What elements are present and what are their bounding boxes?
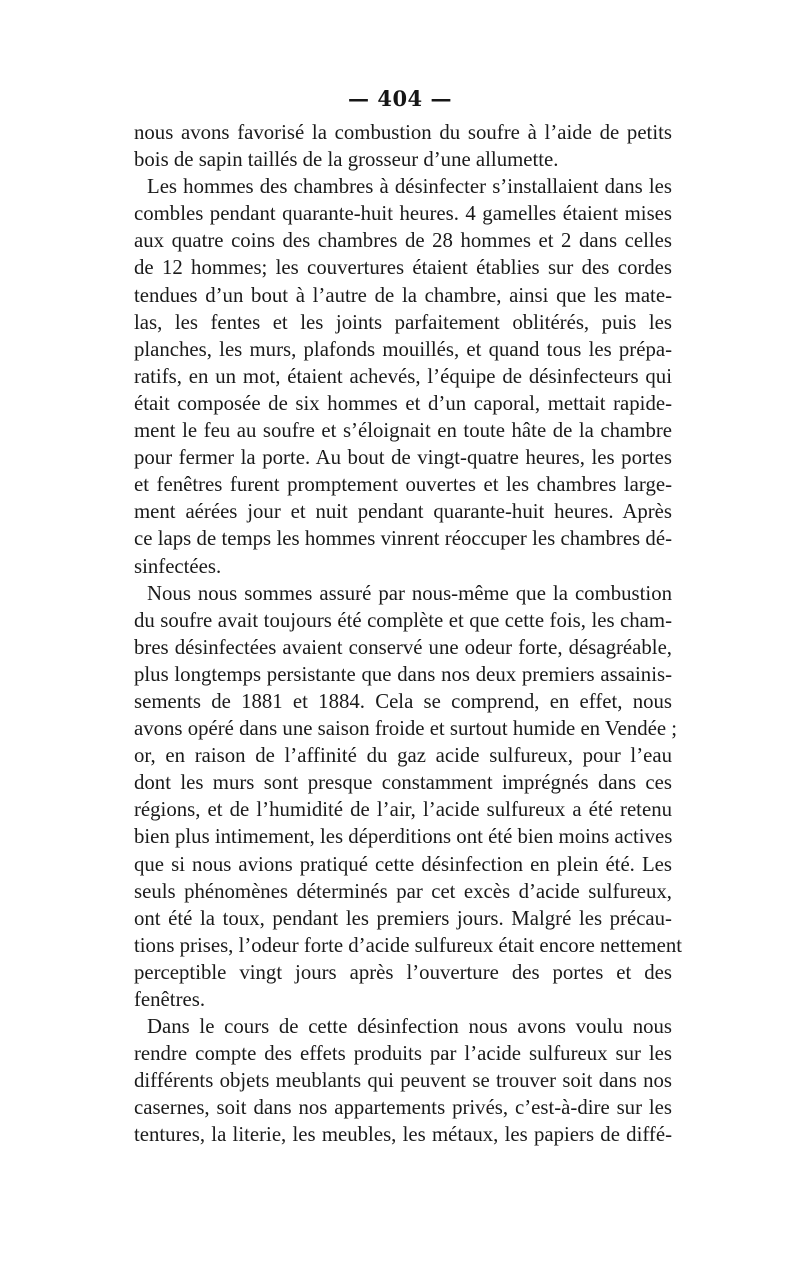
text-line: tendues d’un bout à l’autre de la chambre, ainsi que les mate- <box>134 283 672 307</box>
text-line: rendre compte des effets produits par l’acide sulfureux sur les <box>134 1042 672 1066</box>
text-line: Nous nous sommes assuré par nous-même que la combustion <box>147 581 672 605</box>
text-line: bois de sapin taillés de la grosseur d’une allumette. <box>134 148 559 172</box>
text-line: ment le feu au soufre et s’éloignait en toute hâte de la chambre <box>134 419 672 443</box>
text-line: ce laps de temps les hommes vinrent réoccuper les chambres dé- <box>134 527 672 551</box>
text-line: planches, les murs, plafonds mouillés, et quand tous les prépa- <box>134 337 672 361</box>
text-line: régions, et de l’humidité de l’air, l’acide sulfureux a été retenu <box>134 798 672 822</box>
text-line: nous avons favorisé la combustion du soufre à l’aide de petits <box>134 121 672 144</box>
text-line: dont les murs sont presque constamment imprégnés dans ces <box>134 771 672 795</box>
text-line: de 12 hommes; les couvertures étaient établies sur des cordes <box>134 256 672 280</box>
text-line: et fenêtres furent promptement ouvertes et les chambres large- <box>134 473 672 497</box>
text-line: tions prises, l’odeur forte d’acide sulfureux était encore nettement <box>134 933 683 957</box>
text-line: fenêtres. <box>134 988 206 1011</box>
text-line: que si nous avions pratiqué cette désinfection en plein été. Les <box>134 852 672 876</box>
text-line: perceptible vingt jours après l’ouverture des portes et des <box>134 960 672 984</box>
page-number: — 404 — <box>348 86 452 111</box>
text-line: différents objets meublants qui peuvent se trouver soit dans nos <box>134 1069 672 1093</box>
text-line: sements de 1881 et 1884. Cela se comprend, en effet, nous <box>134 689 672 713</box>
text-line: combles pendant quarante-huit heures. 4 gamelles étaient mises <box>134 202 672 226</box>
text-line: ont été la toux, pendant les premiers jours. Malgré les précau- <box>134 906 672 930</box>
text-line: seuls phénomènes déterminés par cet excès d’acide sulfureux, <box>134 879 672 903</box>
text-line: casernes, soit dans nos appartements privés, c’est-à-dire sur les <box>134 1096 672 1120</box>
text-line: était composée de six hommes et d’un caporal, mettait rapide- <box>134 391 672 415</box>
text-line: avons opéré dans une saison froide et surtout humide en Vendée ; <box>134 717 678 741</box>
text-line: sinfectées. <box>134 554 222 578</box>
text-line: du soufre avait toujours été complète et que cette fois, les cham- <box>134 608 672 632</box>
text-line: las, les fentes et les joints parfaitement oblitérés, puis les <box>134 310 672 334</box>
text-line: bien plus intimement, les déperditions ont été bien moins actives <box>134 825 673 849</box>
text-line: tentures, la literie, les meubles, les métaux, les papiers de diffé- <box>134 1123 672 1147</box>
text-line: ment aérées jour et nuit pendant quarante-huit heures. Après <box>134 500 672 524</box>
body-text <box>134 119 683 1149</box>
text-line: Dans le cours de cette désinfection nous avons voulu nous <box>147 1015 672 1039</box>
text-line: pour fermer la porte. Au bout de vingt-quatre heures, les portes <box>134 446 672 470</box>
text-line: Les hommes des chambres à désinfecter s’installaient dans les <box>147 175 672 199</box>
text-line: ratifs, en un mot, étaient achevés, l’équipe de désinfecteurs qui <box>134 364 672 388</box>
text-line: or, en raison de l’affinité du gaz acide sulfureux, pour l’eau <box>134 744 672 768</box>
text-line: bres désinfectées avaient conservé une odeur forte, désagréable, <box>134 635 672 659</box>
text-line: plus longtemps persistante que dans nos deux premiers assainis- <box>134 662 672 686</box>
text-line: aux quatre coins des chambres de 28 hommes et 2 dans celles <box>134 229 672 253</box>
